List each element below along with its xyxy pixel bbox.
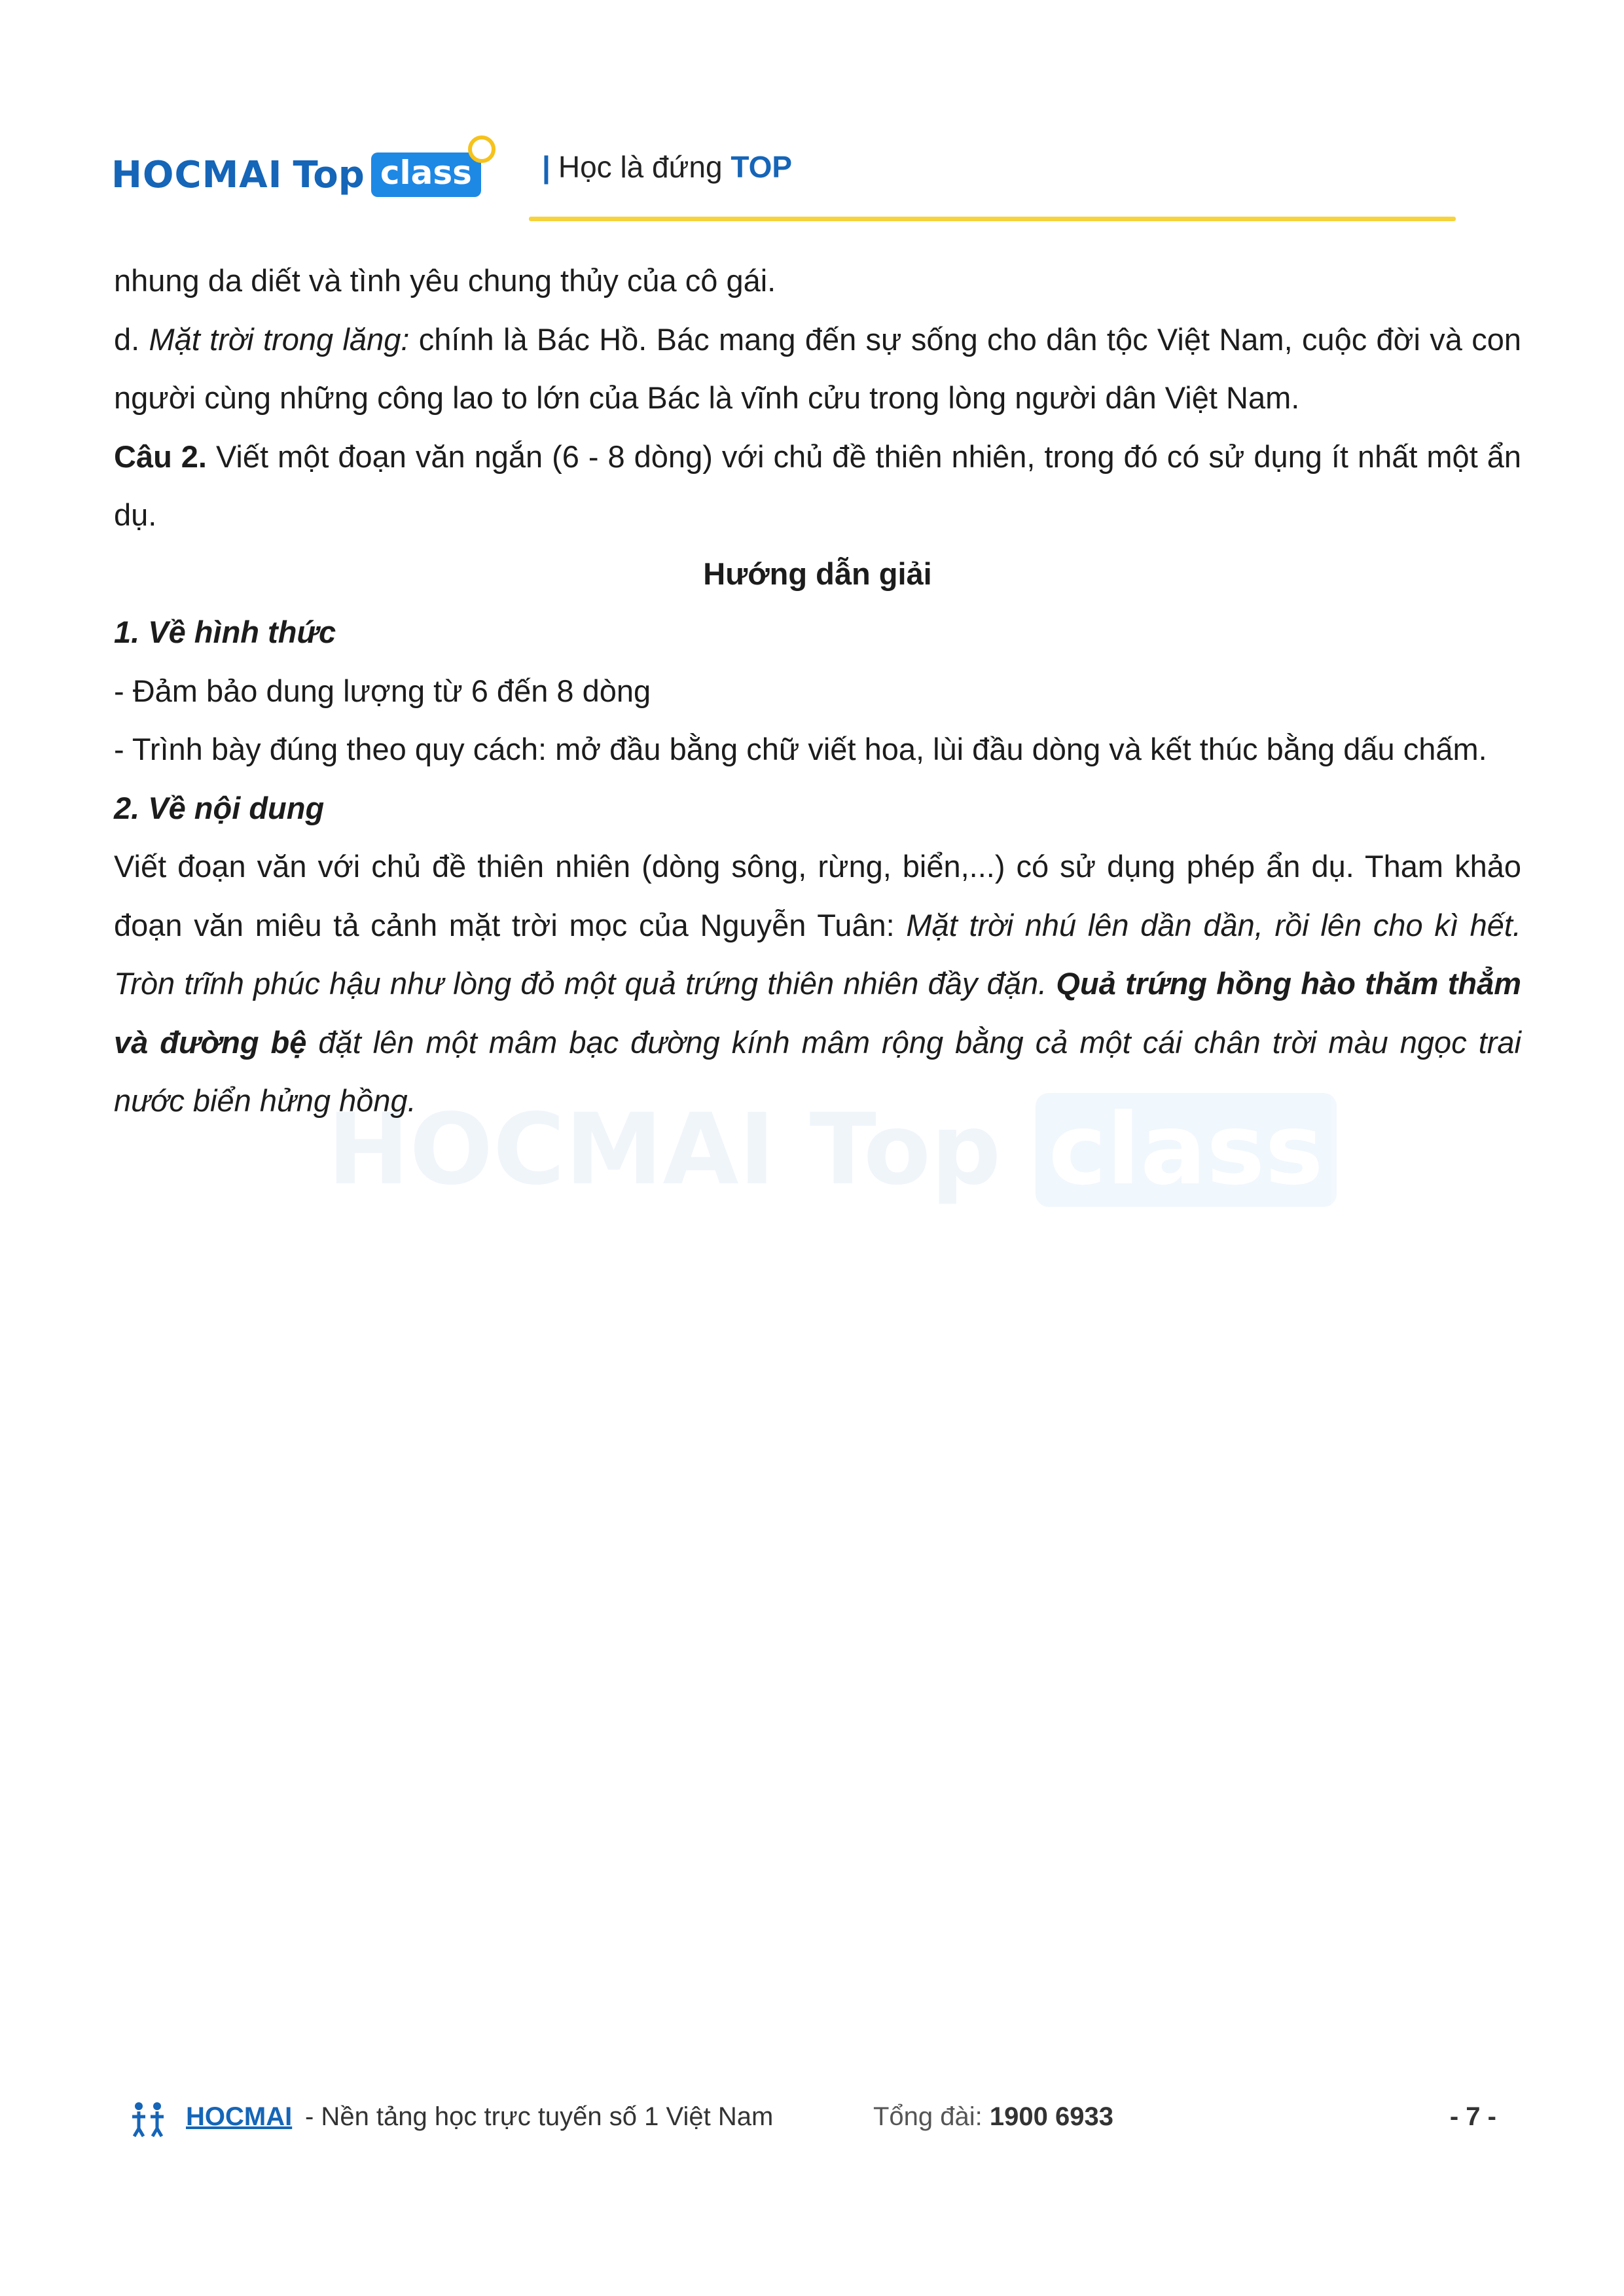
quoted-passage: Mặt trời nhú lên dần dần, rồi lên cho kì hết. Tròn trĩnh phúc hậu như lòng đỏ một quả trứng thiên nhiên đầy đặn. xyxy=(114,907,1521,1001)
paragraph: d. Mặt trời trong lăng: chính là Bác Hồ. Bác mang đến sự sống cho dân tộc Việt Nam, cuộc đời và con người cùng những công lao to lớn của Bác là vĩnh cửu trong lòng người dân Việt Nam. xyxy=(114,321,1521,415)
header-tagline xyxy=(542,149,792,185)
list-item: - Trình bày đúng theo quy cách: mở đầu bằng chữ viết hoa, lùi đầu dòng và kết thúc bằng dấu chấm. xyxy=(114,732,1487,766)
section-heading: 2. Về nội dung xyxy=(114,790,325,825)
page-footer xyxy=(128,2100,1496,2139)
logo-brand-text: HOCMAI xyxy=(111,153,283,196)
italic-term: Mặt trời trong lăng: xyxy=(149,321,410,357)
header-divider xyxy=(529,217,1456,221)
section-heading: 1. Về hình thức xyxy=(114,615,336,649)
footer-brand-link[interactable]: HOCMAI xyxy=(186,2102,293,2131)
tagline-divider: | xyxy=(542,150,550,184)
highlighted-metaphor: Quả trứng hồng hào thăm thẳm và đường bệ xyxy=(114,966,1521,1060)
hocmai-people-icon xyxy=(128,2100,169,2139)
tagline-text: Học là đứng xyxy=(558,150,731,184)
logo-top-text: Top xyxy=(293,153,365,196)
footer-slogan: - Nền tảng học trực tuyến số 1 Việt Nam xyxy=(305,2102,774,2131)
logo-class-text: class xyxy=(380,154,472,192)
watermark-logo: HOCMAI Top class xyxy=(327,1093,1337,1207)
hocmai-topclass-logo xyxy=(111,145,481,204)
guide-title: Hướng dẫn giải xyxy=(703,556,932,591)
hotline-number: 1900 6933 xyxy=(989,2102,1113,2131)
logo-class-badge xyxy=(371,152,481,197)
paragraph: Viết đoạn văn với chủ đề thiên nhiên (dòng sông, rừng, biển,...) có sử dụng phép ẩn dụ. Tham khảo đoạn văn miêu tả cảnh mặt trời mọc của Nguyễn Tuân: Mặt trời nhú lên dần dần, rồi lên cho kì hết. Tròn trĩnh phúc hậu như lòng đỏ một quả trứng thiên nhiên đầy đặn. Quả trứng hồng hào thăm thẳm và đường bệ đặt lên một mâm bạc đường kính mâm rộng bằng cả một cái chân trời màu ngọc trai nước biển hửng hồng. xyxy=(114,849,1521,1118)
paragraph: nhung da diết và tình yêu chung thủy của cô gái. xyxy=(114,263,776,298)
page-number: - 7 - xyxy=(1449,2102,1496,2131)
list-item: - Đảm bảo dung lượng từ 6 đến 8 dòng xyxy=(114,673,651,708)
document-body xyxy=(114,251,1521,1130)
footer-hotline: Tổng đài: 1900 6933 xyxy=(873,2102,1113,2131)
quoted-passage: đặt lên một mâm bạc đường kính mâm rộng bằng cả một cái chân trời màu ngọc trai nước biển hửng hồng. xyxy=(114,1024,1521,1118)
question-2: Câu 2. Viết một đoạn văn ngắn (6 - 8 dòng) với chủ đề thiên nhiên, trong đó có sử dụng ít nhất một ẩn dụ. xyxy=(114,439,1521,532)
tagline-emphasis: TOP xyxy=(731,150,793,184)
sun-icon xyxy=(468,135,496,163)
question-label: Câu 2. xyxy=(114,439,207,474)
